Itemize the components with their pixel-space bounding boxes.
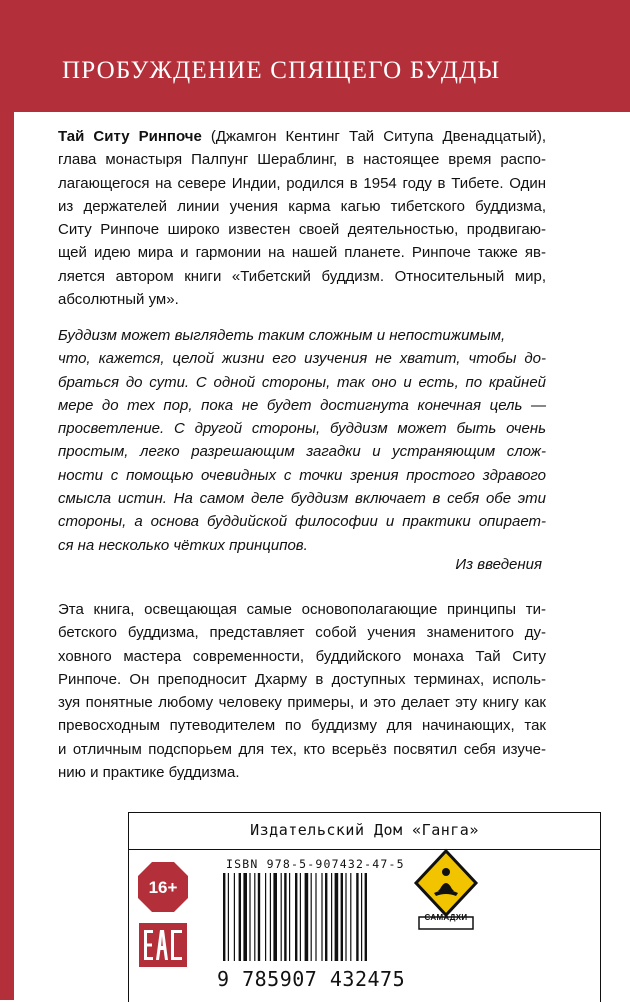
quote-line: ся на несколько чётких принципов. [58,536,308,554]
barcode-bar [325,873,327,961]
barcode-bar [300,873,301,961]
barcode-bar [315,873,316,961]
quote-line: смысла истин. На самом деле буддизм включает в себя обе эти [58,490,546,508]
barcode-bar [331,873,332,961]
barcode-bar [295,873,297,961]
barcode-bar [284,873,286,961]
description-line: превосходным путеводителем по буддизму для начинающих, так [58,717,546,735]
barcode-bar [345,873,346,961]
bio-line: лагающегося на севере Индии, родился в 1954 году в Тибете. Один [58,174,546,192]
quote-line: мере до тех пор, пока не будет достигнута конечная цель — [58,396,546,414]
bio-line: Ситу Ринпоче широко известен своей деятельностью, продвигаю- [58,221,546,239]
barcode-bar [239,873,241,961]
barcode-bar [223,873,225,961]
title-band [0,0,630,112]
barcode-bar [228,873,229,961]
author-name: Тай Ситу Ринпоче [58,128,202,145]
eac-mark-icon [139,923,187,967]
barcode-bar [305,873,309,961]
quote-line: ности с помощью очевидных с точки зрения простого здравого [58,466,546,484]
quote-line: просветление. С другой стороны, буддизм может быть очень [58,420,546,438]
quote-line: Буддизм может выглядеть таким сложным и непостижимым, [58,327,506,344]
description-line: Ринпоче. Он преподносит Дхарму в доступных терминах, исполь- [58,670,546,688]
barcode-bar [273,873,277,961]
barcode-bar [356,873,358,961]
barcode-bar [341,873,343,961]
publisher-name: Издательский Дом «Ганга» [250,821,479,839]
barcode-bar [254,873,255,961]
bio-line: абсолютный ум». [58,291,179,309]
description-line: и отличным подспорьем для тех, кто всерьёз посвятил себя изуче- [58,740,546,758]
quote-line: браться до сути. С одной стороны, так оно и есть, по крайней [58,373,546,391]
isbn-number: ISBN 978-5-907432-47-5 [226,857,405,871]
quote-source: Из введения [455,556,542,573]
barcode-bar [281,873,282,961]
bio-line: ляется автором книги «Тибетский буддизм. Относительный мир, [58,267,546,285]
author-bio [58,125,546,311]
imprint-box [128,812,601,1002]
description-line: нию и практике буддизма. [58,764,240,782]
quote-line: стороны, а основа буддийской философии и практики опирает- [58,513,546,531]
bio-line: щей идею мира и гармонии на нашей планете. Ринпоче также яв- [58,244,546,262]
barcode-bar [335,873,339,961]
series-title: ПРОБУЖДЕНИЕ СПЯЩЕГО БУДДЫ [62,57,501,84]
barcode-bar [249,873,250,961]
description-line: Эта книга, освещающая самые основополагающие принципы ти- [58,601,546,618]
age-rating-text: 16+ [148,878,178,897]
barcode-bar [361,873,362,961]
barcode-bar [365,873,367,961]
barcode-bar [243,873,247,961]
barcode-bar [270,873,271,961]
imprint-divider [129,849,600,850]
book-description [58,598,546,784]
barcode-bar [321,873,322,961]
description-line: ховного мастера современности, буддийского монаха Тай Ситу [58,647,546,665]
barcode-bar [289,873,290,961]
bio-line: глава монастыря Палпунг Шераблинг, в настоящее время распо- [58,151,546,169]
barcode-bar [234,873,235,961]
description-line: зуя понятные любому человеку примеры, и это делает эту книгу как [58,694,546,712]
barcode-bar [265,873,266,961]
description-line: бетского буддизма, представляет собой учения знаменитого ду- [58,624,546,642]
series-logo-label: САМАДХИ [424,913,468,922]
barcode-bar [350,873,351,961]
barcode-icon [221,873,421,961]
intro-quote [58,324,546,557]
quote-line: что, кажется, целой жизни его изучения не хватит, чтобы до- [58,350,546,368]
quote-line: простым, легко разрешающим загадки и устраняющим слож- [58,443,546,461]
barcode-bar [311,873,312,961]
age-rating-icon [137,861,189,913]
bio-first-line: Тай Ситу Ринпоче (Джамгон Кентинг Тай Ситупа Двенадцатый), [58,128,547,145]
barcode-digits: 9 785907 432475 [217,967,406,991]
bio-line: из держателей линии учения карма кагью тибетского буддизма, [58,197,546,215]
spine-bar [0,0,14,1000]
barcode-bar [258,873,260,961]
